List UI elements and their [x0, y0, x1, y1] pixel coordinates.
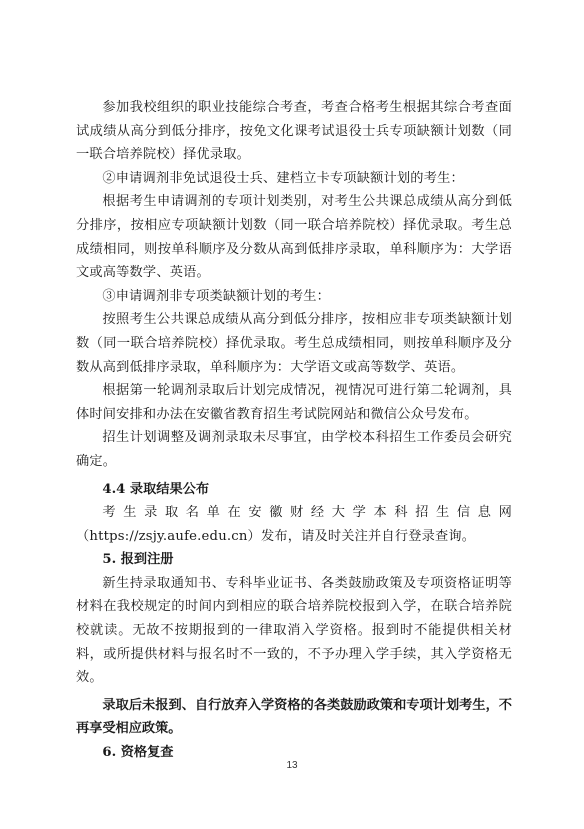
paragraph-adjustment-veteran-heading: ②申请调剂非免试退役士兵、建档立卡专项缺额计划的考生： — [102, 170, 464, 186]
section-heading-qualification-review: 6. 资格复查 — [102, 745, 174, 761]
paragraph-results-publication: 考生录取名单在安徽财经大学本科招生信息网（https://zsjy.aufe.edu.cn）发布，请及时关注并自行登录查询。 — [76, 505, 512, 544]
section-heading-results: 4.4 录取结果公布 — [102, 481, 210, 497]
section-heading-registration: 5. 报到注册 — [102, 552, 174, 568]
paragraph-adjustment-veteran-rules: 根据考生申请调剂的专项计划类别，对考生公共课总成绩从高分到低分排序，按相应专项缺额计划数（同一联合培养院校）择优录取。考生总成绩相同，则按单科顺序及分数从高到低排序录取，单科顺序为：大学语文或高等数学、英语。 — [76, 194, 512, 281]
paragraph-committee: 招生计划调整及调剂录取未尽事宜，由学校本科招生工作委员会研究确定。 — [76, 430, 512, 469]
page-number: 13 — [286, 760, 298, 771]
paragraph-registration: 新生持录取通知书、专科毕业证书、各类鼓励政策及专项资格证明等材料在我校规定的时间内到相应的联合培养院校报到入学，在联合培养院校就读。无故不按期报到的一律取消入学资格。报到时不能提供相关材料，或所提供材料与报名时不一致的，不予办理入学手续，其入学资格无效。 — [76, 575, 512, 686]
document-body — [76, 96, 512, 765]
paragraph-second-round: 根据第一轮调剂录取后计划完成情况，视情况可进行第二轮调剂，具体时间安排和办法在安徽省教育招生考试院网站和微信公众号发布。 — [76, 383, 512, 422]
paragraph-adjustment-nonspecial-heading: ③申请调剂非专项类缺额计划的考生： — [102, 288, 330, 304]
paragraph-adjustment-nonspecial-rules: 按照考生公共课总成绩从高分到低分排序，按相应非专项类缺额计划数（同一联合培养院校）择优录取。考生总成绩相同，则按单科顺序及分数从高到低排序录取，单科顺序为：大学语文或高等数学、英语。 — [76, 312, 512, 375]
paragraph-policy-warning: 录取后未报到、自行放弃入学资格的各类鼓励政策和专项计划考生，不再享受相应政策。 — [76, 697, 512, 737]
paragraph-interview-ranking: 参加我校组织的职业技能综合考查，考查合格考生根据其综合考查面试成绩从高分到低分排序，按免文化课考试退役士兵专项缺额计划数（同一联合培养院校）择优录取。 — [76, 100, 512, 163]
